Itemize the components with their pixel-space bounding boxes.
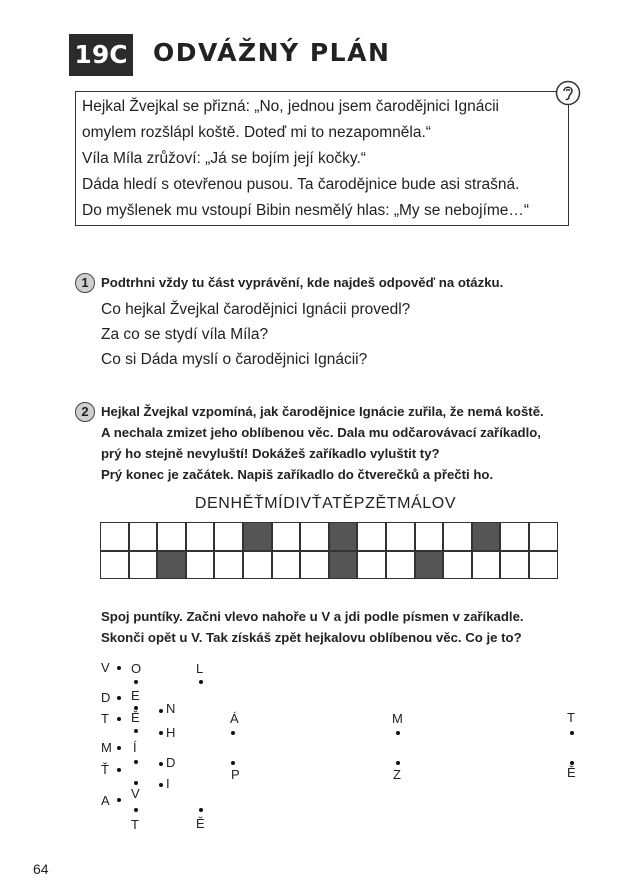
- dot-point[interactable]: [117, 666, 121, 670]
- dot-label: T: [131, 817, 139, 832]
- dot-label: P: [231, 767, 240, 782]
- dot-label: Z: [393, 767, 401, 782]
- dot-label: T: [101, 711, 109, 726]
- grid-cell[interactable]: [129, 551, 158, 580]
- dot-point[interactable]: [396, 761, 400, 765]
- grid-cell[interactable]: [186, 522, 215, 551]
- story-line: Dáda hledí s otevřenou pusou. Ta čarodějnice bude asi strašná.: [82, 176, 520, 193]
- dot-point[interactable]: [117, 768, 121, 772]
- grid-cell[interactable]: [243, 551, 272, 580]
- dot-point[interactable]: [159, 762, 163, 766]
- dot-label: Ť: [101, 762, 109, 777]
- dot-point[interactable]: [199, 808, 203, 812]
- task-number: 1: [75, 273, 95, 293]
- cipher-text: DENHĚŤMÍDIVŤATĚPZĚTMÁLOV: [194, 495, 457, 512]
- grid-cell[interactable]: [214, 522, 243, 551]
- dot-point[interactable]: [231, 761, 235, 765]
- story-line: omylem rozšlápl koště. Doteď mi to nezapomněla.“: [82, 124, 431, 141]
- dot-label: V: [101, 660, 110, 675]
- grid-cell[interactable]: [186, 551, 215, 580]
- dot-label: V: [131, 786, 140, 801]
- question: Co si Dáda myslí o čarodějnici Ignácii?: [101, 351, 368, 368]
- grid-cell[interactable]: [529, 551, 558, 580]
- lesson-badge: 19C: [69, 34, 133, 76]
- dot-point[interactable]: [134, 808, 138, 812]
- grid-cell-blocked: [472, 522, 501, 551]
- dot-label: Ě: [196, 816, 205, 831]
- story-line: Víla Míla zrůžoví: „Já se bojím její kočky.“: [82, 150, 366, 167]
- dot-point[interactable]: [117, 798, 121, 802]
- grid-cell[interactable]: [300, 551, 329, 580]
- grid-cell[interactable]: [500, 522, 529, 551]
- grid-cell-blocked: [157, 551, 186, 580]
- story-line: Hejkal Žvejkal se přizná: „No, jednou jsem čarodějnici Ignácii: [82, 98, 499, 115]
- grid-cell[interactable]: [500, 551, 529, 580]
- dot-point[interactable]: [570, 731, 574, 735]
- task-number: 2: [75, 402, 95, 422]
- story-line: Do myšlenek mu vstoupí Bibin nesmělý hlas: „My se nebojíme…“: [82, 202, 530, 219]
- grid-cell[interactable]: [100, 522, 129, 551]
- grid-cell[interactable]: [357, 522, 386, 551]
- dot-point[interactable]: [396, 731, 400, 735]
- dot-label: H: [166, 725, 176, 740]
- dot-label: L: [196, 661, 204, 676]
- grid-cell[interactable]: [100, 551, 129, 580]
- dot-label: A: [101, 793, 110, 808]
- task1-instruction: Podtrhni vždy tu část vyprávění, kde najdeš odpověď na otázku.: [101, 275, 504, 290]
- dot-point[interactable]: [117, 746, 121, 750]
- dot-label: E: [131, 688, 140, 703]
- dot-label: T: [567, 710, 575, 725]
- dot-label: Á: [230, 711, 239, 726]
- grid-cell[interactable]: [386, 551, 415, 580]
- task2-instruction: Hejkal Žvejkal vzpomíná, jak čarodějnice Ignácie zuřila, že nemá koště.: [101, 404, 544, 419]
- dot-point[interactable]: [199, 680, 203, 684]
- grid-cell[interactable]: [357, 551, 386, 580]
- grid-cell[interactable]: [443, 551, 472, 580]
- grid-cell[interactable]: [443, 522, 472, 551]
- dot-point[interactable]: [134, 680, 138, 684]
- grid-cell-blocked: [329, 522, 358, 551]
- dot-label: Ě: [131, 710, 140, 725]
- ear-icon: [555, 80, 581, 106]
- task2-instruction: Prý konec je začátek. Napiš zaříkadlo do čtverečků a přečti ho.: [101, 467, 494, 482]
- grid-cell-blocked: [415, 551, 444, 580]
- dot-label: Ě: [567, 765, 576, 780]
- dot-point[interactable]: [159, 783, 163, 787]
- connect-instruction: Skonči opět u V. Tak získáš zpět hejkalovu oblíbenou věc. Co je to?: [101, 630, 522, 645]
- dot-point[interactable]: [117, 717, 121, 721]
- question: Za co se stydí víla Míla?: [101, 326, 269, 343]
- dot-point[interactable]: [159, 709, 163, 713]
- grid-cell[interactable]: [529, 522, 558, 551]
- dot-label: N: [166, 701, 176, 716]
- grid-cell-blocked: [243, 522, 272, 551]
- connect-instruction: Spoj puntíky. Začni vlevo nahoře u V a jdi podle písmen v zaříkadle.: [101, 609, 524, 624]
- page-number: 64: [33, 861, 49, 877]
- dot-label: I: [166, 776, 170, 791]
- dot-label: D: [101, 690, 111, 705]
- dot-point[interactable]: [117, 696, 121, 700]
- grid-cell-blocked: [329, 551, 358, 580]
- dot-label: D: [166, 755, 176, 770]
- dot-point[interactable]: [134, 760, 138, 764]
- dot-point[interactable]: [159, 731, 163, 735]
- question: Co hejkal Žvejkal čarodějnici Ignácii provedl?: [101, 301, 411, 318]
- dot-point[interactable]: [231, 731, 235, 735]
- grid-cell[interactable]: [386, 522, 415, 551]
- task2-instruction: prý ho stejně nevyluští! Dokážeš zaříkadlo vyluštit ty?: [101, 446, 440, 461]
- grid-cell[interactable]: [272, 551, 301, 580]
- grid-cell[interactable]: [214, 551, 243, 580]
- dot-label: M: [101, 740, 112, 755]
- grid-cell[interactable]: [272, 522, 301, 551]
- dot-label: Í: [133, 740, 137, 755]
- grid-cell[interactable]: [472, 551, 501, 580]
- grid-cell[interactable]: [129, 522, 158, 551]
- dot-point[interactable]: [134, 781, 138, 785]
- dot-label: O: [131, 661, 142, 676]
- dot-label: M: [392, 711, 403, 726]
- grid-cell[interactable]: [415, 522, 444, 551]
- task2-instruction: A nechala zmizet jeho oblíbenou věc. Dala mu odčarovávací zaříkadlo,: [101, 425, 541, 440]
- page-title: ODVÁŽNÝ PLÁN: [153, 38, 391, 67]
- dot-point[interactable]: [134, 729, 138, 733]
- grid-cell[interactable]: [300, 522, 329, 551]
- grid-cell[interactable]: [157, 522, 186, 551]
